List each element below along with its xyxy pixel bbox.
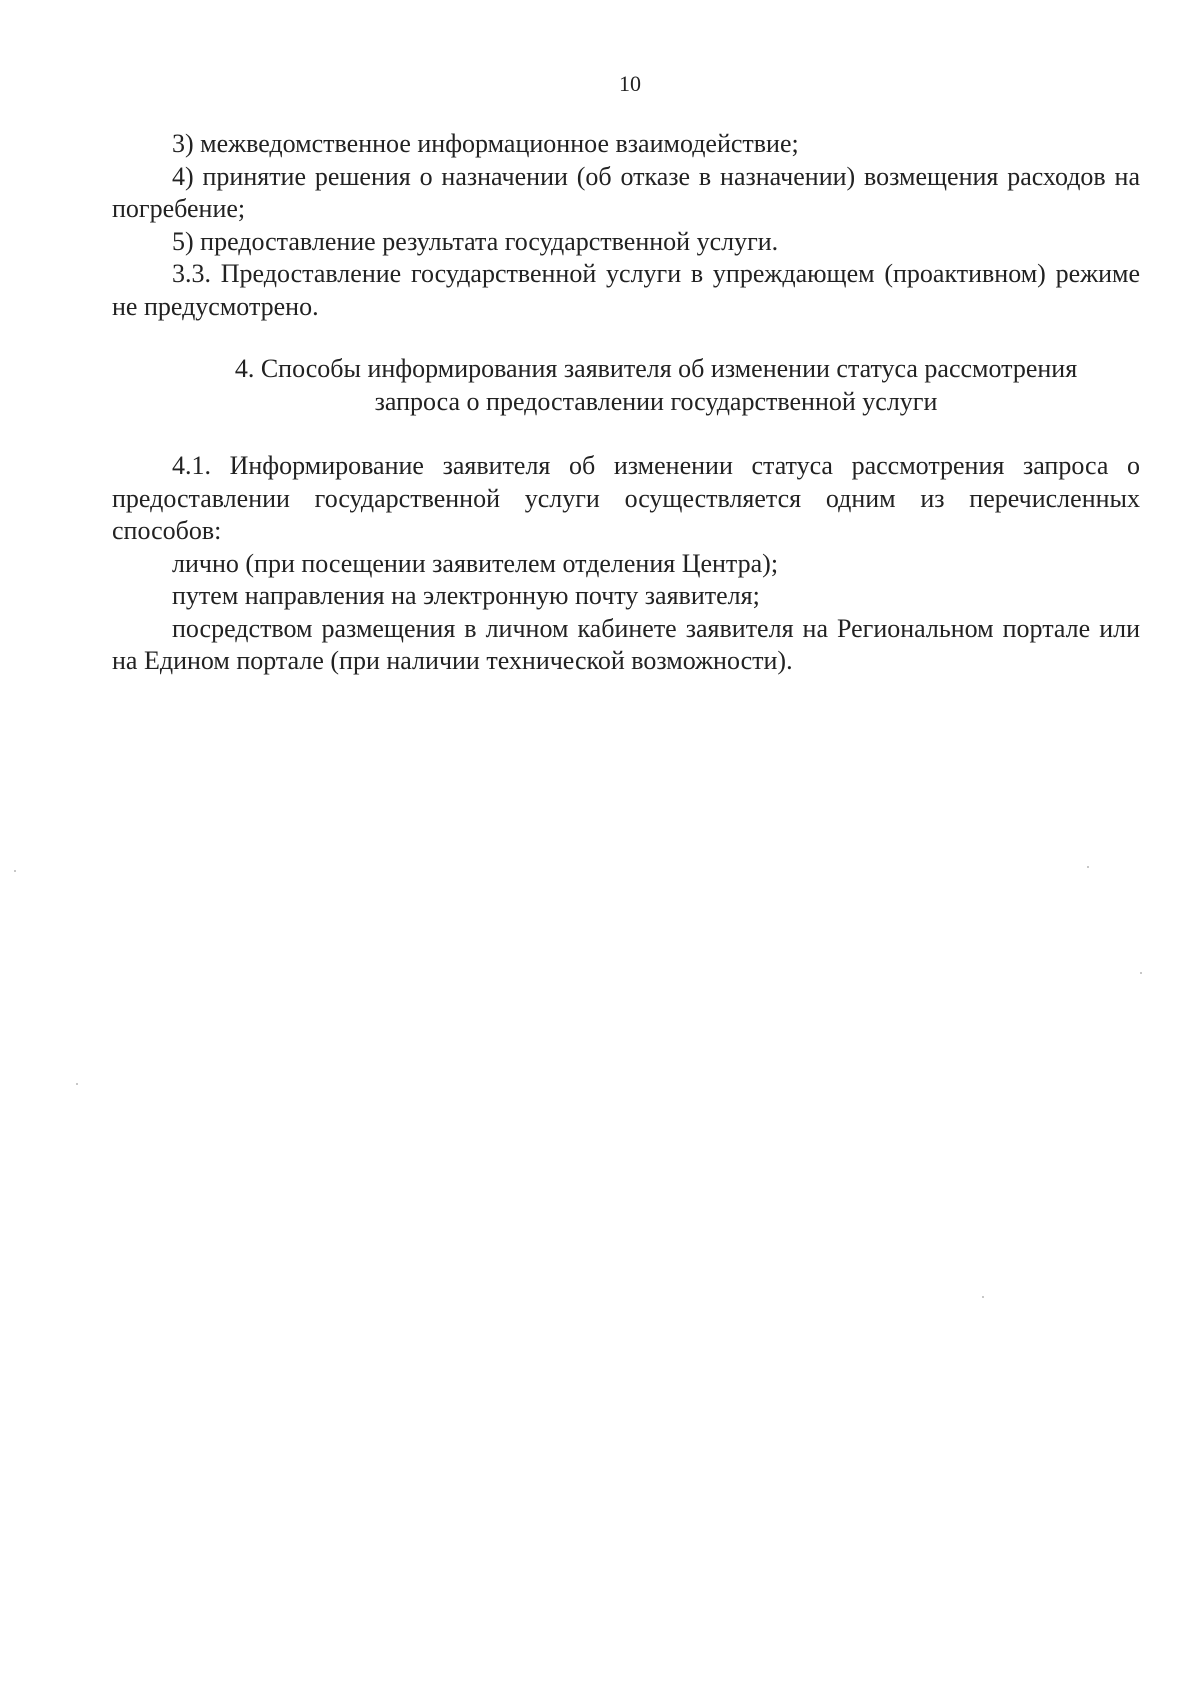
scan-speck — [1087, 866, 1089, 868]
document-body — [112, 128, 1140, 678]
paragraph-proactive-mode: 3.3. Предоставление государственной услуги в упреждающем (проактивном) режиме не предусмотрено. — [112, 259, 1140, 321]
scan-speck — [982, 1296, 984, 1298]
method-email: путем направления на электронную почту заявителя; — [172, 581, 760, 610]
section-heading — [112, 353, 1140, 418]
scan-speck — [76, 1083, 78, 1085]
page-number: 10 — [619, 71, 641, 96]
list-item-interagency: 3) межведомственное информационное взаимодействие; — [172, 129, 799, 158]
scan-speck — [1140, 972, 1142, 974]
section-heading-line-1: 4. Способы информирования заявителя об изменении статуса рассмотрения — [234, 354, 1078, 383]
spacer — [112, 323, 1140, 353]
method-portal: посредством размещения в личном кабинете заявителя на Региональном портале или на Едином портале (при наличии технической возможности). — [112, 613, 1140, 675]
method-in-person: лично (при посещении заявителем отделения Центра); — [172, 548, 779, 578]
spacer — [112, 418, 1140, 450]
scan-speck — [14, 870, 16, 872]
list-item-decision: 4) принятие решения о назначении (об отказе в назначении) возмещения расходов на погребение; — [112, 161, 1140, 223]
list-item-result: 5) предоставление результата государственной услуги. — [172, 226, 779, 256]
paragraph-informing: 4.1. Информирование заявителя об изменении статуса рассмотрения запроса о предоставлении государственной услуги осуществляется одним из перечисленных способов: — [112, 451, 1140, 545]
section-heading-line-2: запроса о предоставлении государственной услуги — [374, 386, 938, 416]
